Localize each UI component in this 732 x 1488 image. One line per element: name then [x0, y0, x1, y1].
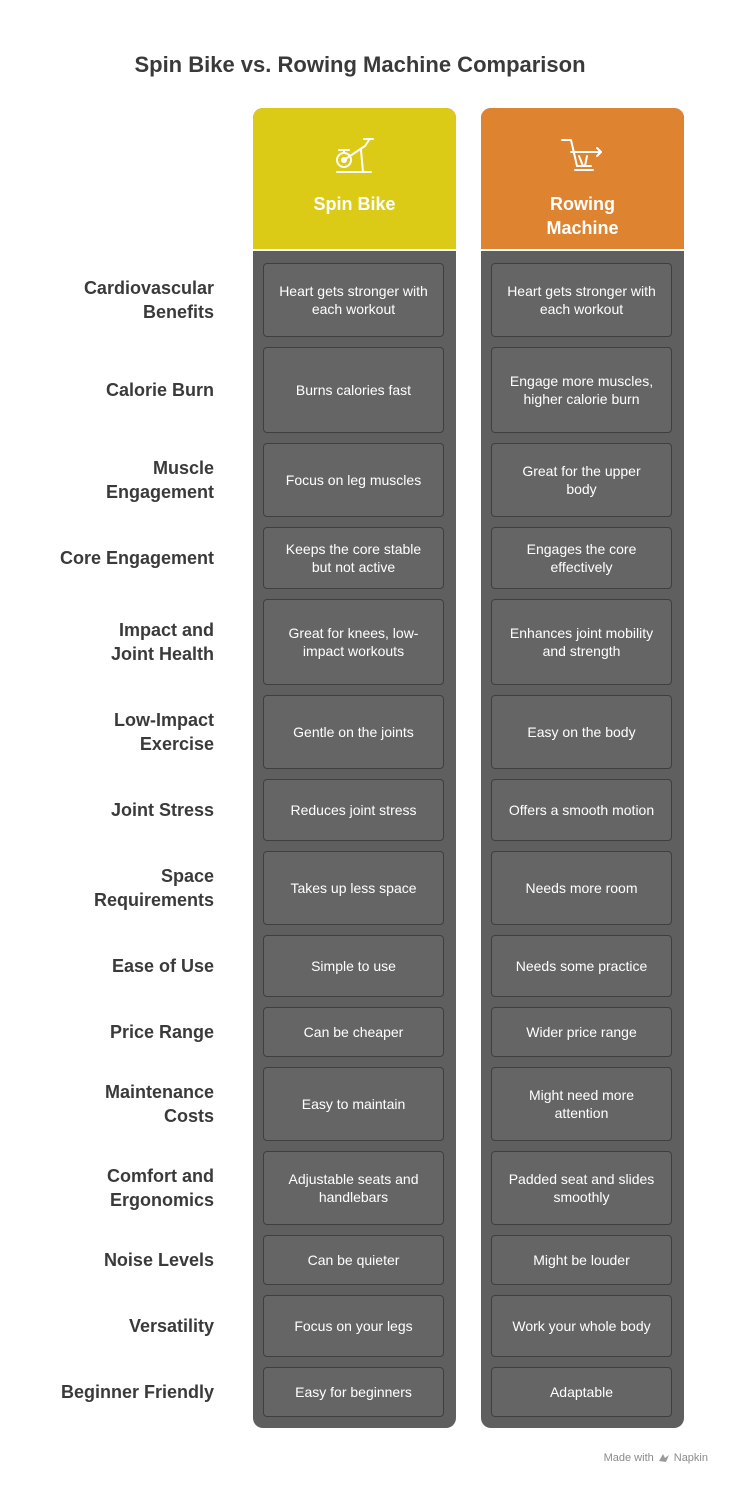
- row-label: Ease of Use: [111, 956, 214, 976]
- spin-bike-cell: Gentle on the joints: [263, 695, 444, 769]
- row-label: Cardiovascular Benefits: [83, 278, 214, 322]
- napkin-brand-text: Napkin: [673, 1452, 708, 1464]
- row-label: Comfort and Ergonomics: [107, 1166, 214, 1210]
- rowing-machine-cell: Might need more attention: [491, 1067, 672, 1141]
- row-label: Calorie Burn: [105, 380, 214, 400]
- row-label: Impact and Joint Health: [110, 620, 214, 664]
- row-label: Joint Stress: [110, 800, 214, 820]
- rowing-machine-header: [481, 108, 684, 251]
- footer-attribution: [604, 1452, 708, 1464]
- rowing-machine-cell: Adaptable: [491, 1367, 672, 1417]
- rowing-machine-cell: Engages the core effectively: [491, 527, 672, 589]
- rowing-machine-cell: Wider price range: [491, 1007, 672, 1057]
- rowing-machine-cell: Might be louder: [491, 1235, 672, 1285]
- row-label: Maintenance Costs: [104, 1082, 214, 1126]
- spin-bike-cell: Keeps the core stable but not active: [263, 527, 444, 589]
- rowing-machine-cell: Padded seat and slides smoothly: [491, 1151, 672, 1225]
- spin-bike-cell: Focus on your legs: [263, 1295, 444, 1357]
- spin-bike-cell: Simple to use: [263, 935, 444, 997]
- rowing-machine-cell: Needs more room: [491, 851, 672, 925]
- spin-bike-cell: Easy for beginners: [263, 1367, 444, 1417]
- spin-bike-cell: Adjustable seats and handlebars: [263, 1151, 444, 1225]
- row-label: Versatility: [128, 1316, 214, 1336]
- page-title: Spin Bike vs. Rowing Machine Comparison: [134, 52, 586, 77]
- rowing-machine-cell: Heart gets stronger with each workout: [491, 263, 672, 337]
- spin-bike-cell: Can be quieter: [263, 1235, 444, 1285]
- spin-bike-cell: Can be cheaper: [263, 1007, 444, 1057]
- spin-bike-header: [253, 108, 456, 251]
- made-with-text: Made with: [603, 1452, 654, 1464]
- row-label: Space Requirements: [93, 866, 214, 910]
- row-label: Muscle Engagement: [105, 458, 214, 502]
- rowing-machine-title: Rowing Machine: [546, 194, 619, 238]
- napkin-logo-icon: [658, 1452, 670, 1464]
- rowing-machine-cell: Offers a smooth motion: [491, 779, 672, 841]
- row-label: Core Engagement: [59, 548, 214, 568]
- spin-bike-cell: Heart gets stronger with each workout: [263, 263, 444, 337]
- row-label: Beginner Friendly: [60, 1382, 214, 1402]
- row-label: Low-Impact Exercise: [113, 710, 214, 754]
- rowing-machine-cell: Needs some practice: [491, 935, 672, 997]
- row-label: Price Range: [109, 1022, 214, 1042]
- spin-bike-cell: Reduces joint stress: [263, 779, 444, 841]
- rowing-machine-cell: Engage more muscles, higher calorie burn: [491, 347, 672, 433]
- rowing-machine-icon: [557, 132, 607, 180]
- spin-bike-cell: Easy to maintain: [263, 1067, 444, 1141]
- spin-bike-cell: Burns calories fast: [263, 347, 444, 433]
- spin-bike-title: Spin Bike: [313, 194, 396, 214]
- spin-bike-cell: Takes up less space: [263, 851, 444, 925]
- spin-bike-cell: Great for knees, low-impact workouts: [263, 599, 444, 685]
- stationary-bike-icon: [329, 132, 379, 180]
- rowing-machine-cell: Enhances joint mobility and strength: [491, 599, 672, 685]
- spin-bike-cell: Focus on leg muscles: [263, 443, 444, 517]
- rowing-machine-cell: Easy on the body: [491, 695, 672, 769]
- rowing-machine-cell: Great for the upper body: [491, 443, 672, 517]
- rowing-machine-cell: Work your whole body: [491, 1295, 672, 1357]
- row-label: Noise Levels: [103, 1250, 214, 1270]
